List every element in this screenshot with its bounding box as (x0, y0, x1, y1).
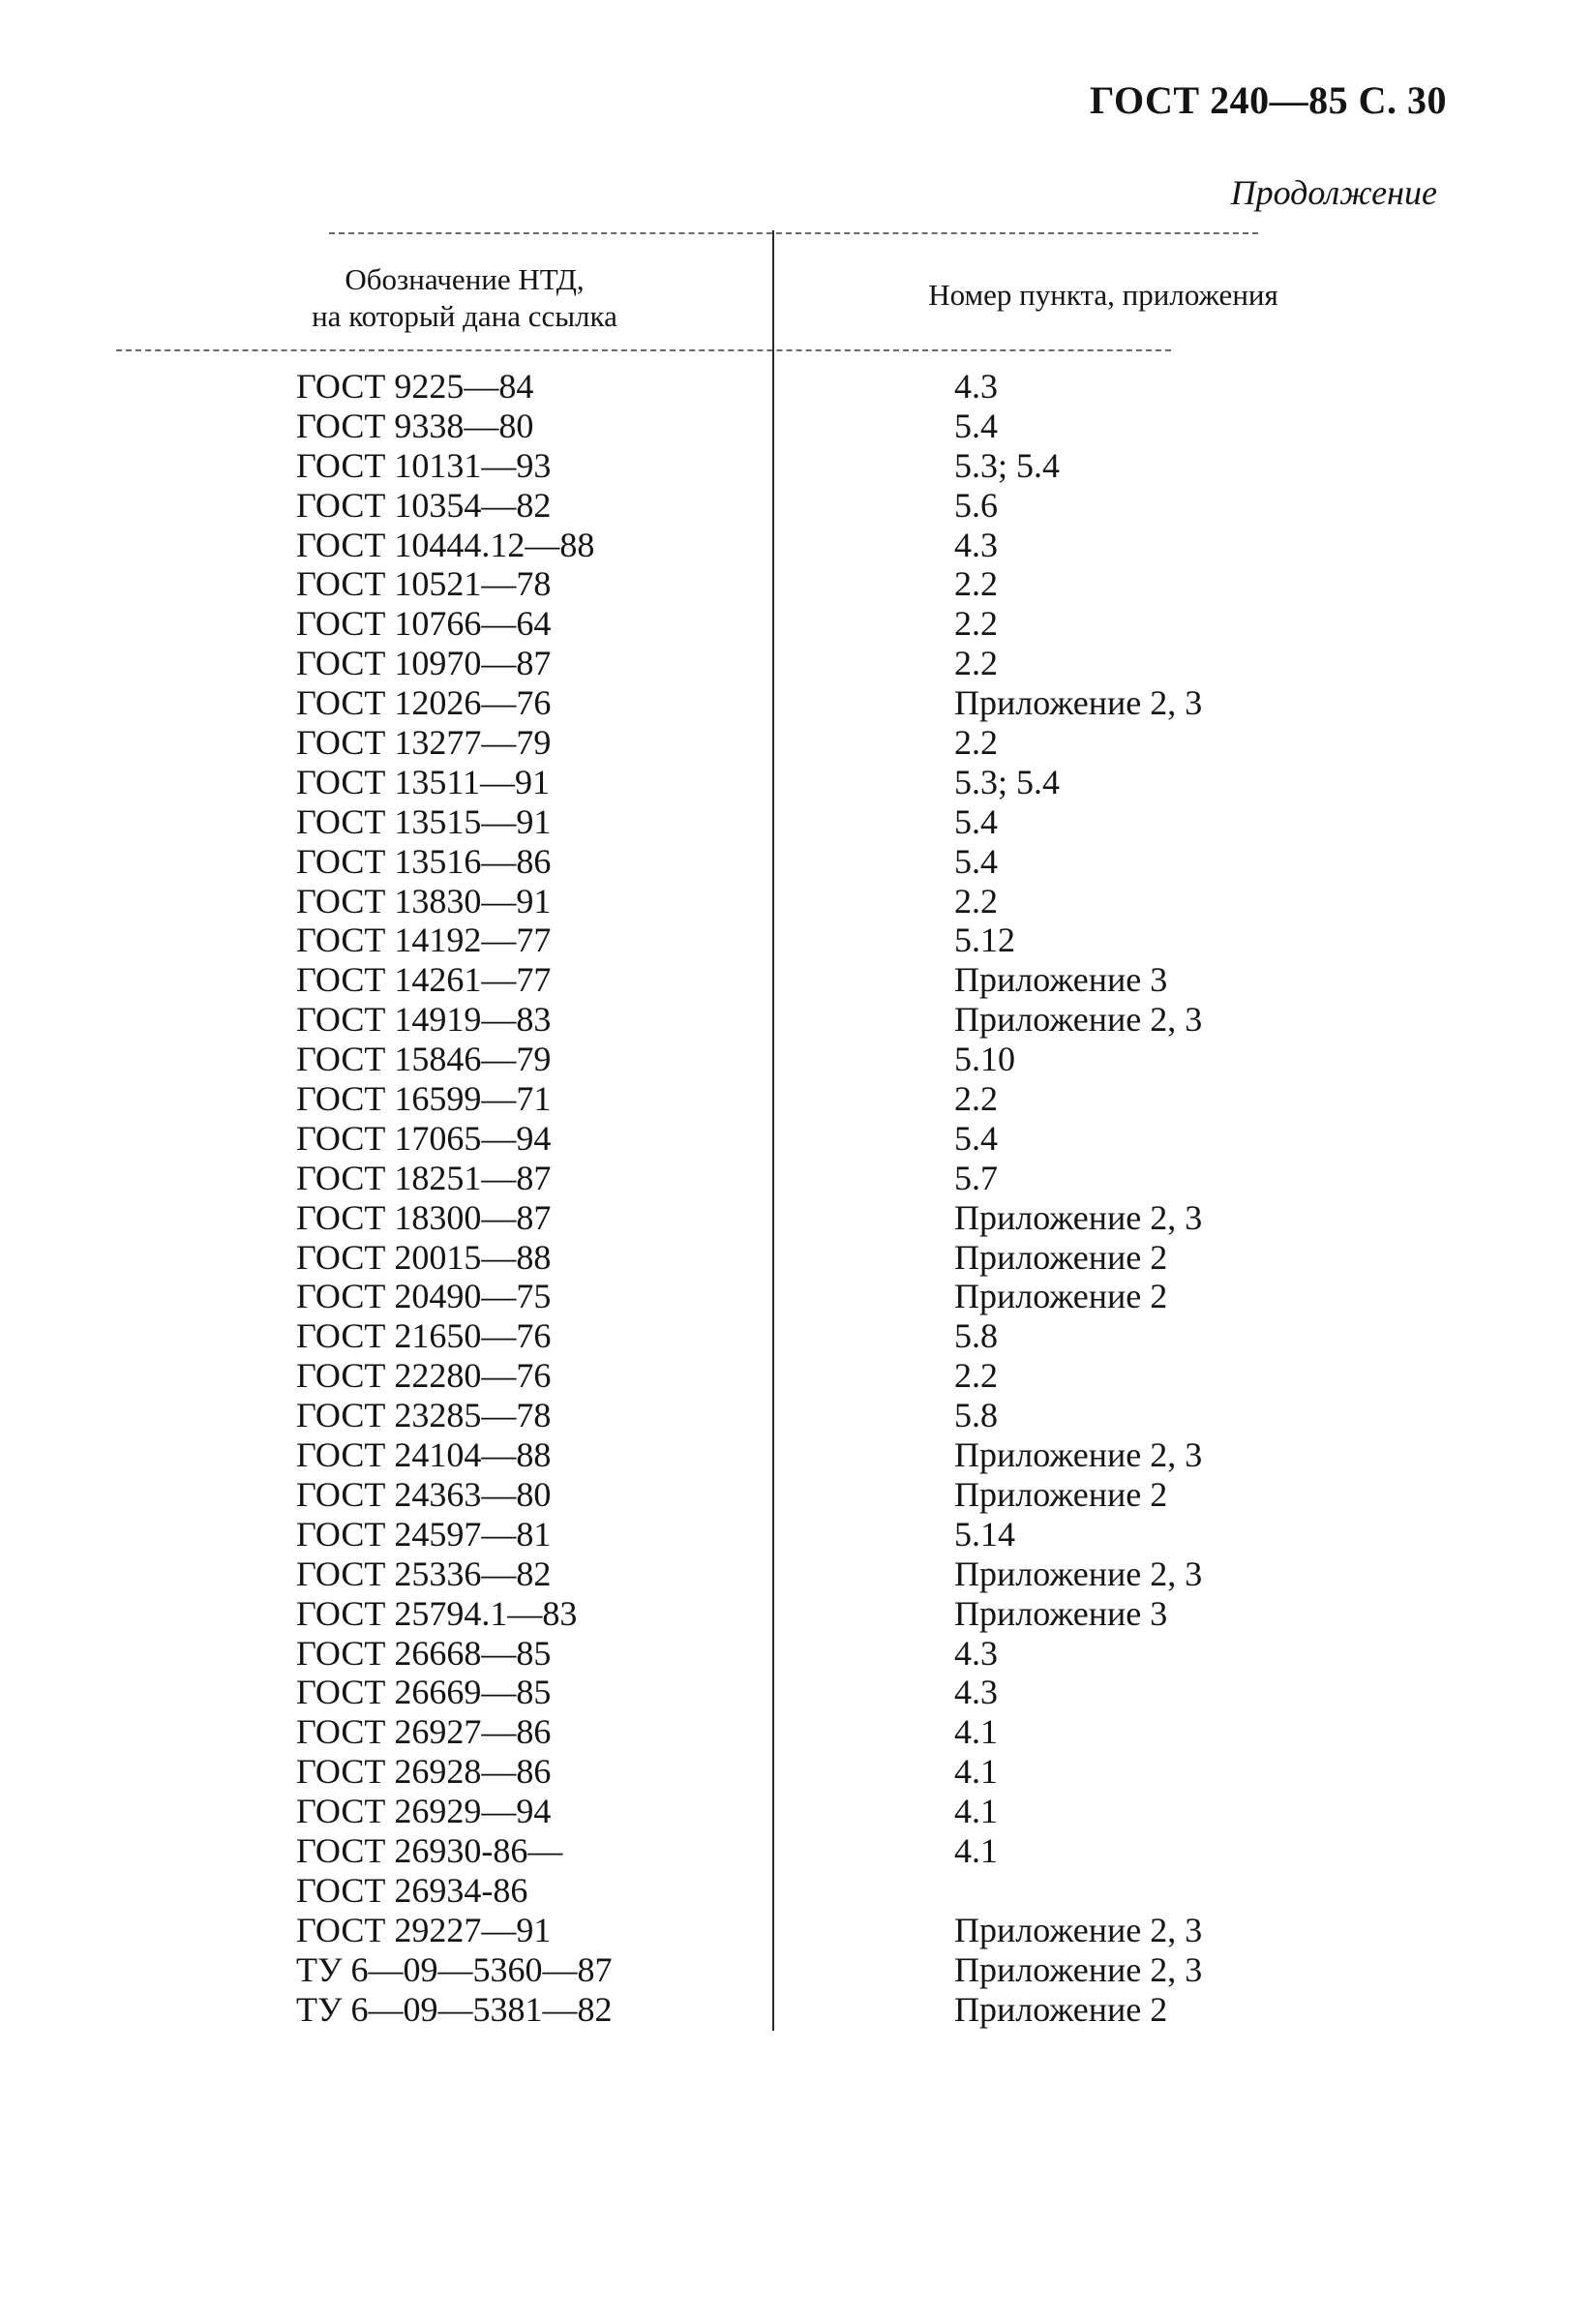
row-document-designation: ГОСТ 13515—91 (296, 801, 552, 841)
row-document-designation: ГОСТ 24104—88 (296, 1435, 552, 1475)
row-reference-number: 4.1 (954, 1752, 998, 1792)
table-header-rule (116, 349, 1171, 351)
row-document-designation: ГОСТ 14192—77 (296, 921, 552, 960)
table-row (0, 1316, 1592, 1356)
column-header-document-line2: на который дана ссылка (312, 299, 617, 333)
table-row (0, 526, 1592, 565)
row-reference-number: Приложение 2, 3 (954, 1910, 1203, 1949)
row-reference-number: Приложение 2 (954, 1989, 1168, 2029)
row-document-designation: ГОСТ 26928—86 (296, 1752, 552, 1792)
table-row (0, 960, 1592, 1000)
row-reference-number: 2.2 (954, 881, 998, 921)
row-document-designation: ГОСТ 10131—93 (296, 445, 552, 485)
row-document-designation: ГОСТ 18300—87 (296, 1197, 552, 1237)
table-row (0, 763, 1592, 802)
row-reference-number: 5.4 (954, 841, 998, 881)
table-row (0, 1911, 1592, 1950)
row-document-designation: ГОСТ 26929—94 (296, 1792, 552, 1831)
row-document-designation: ГОСТ 13511—91 (296, 762, 551, 801)
row-reference-number: 4.1 (954, 1792, 998, 1831)
table-row (0, 1396, 1592, 1435)
row-reference-number: 5.10 (954, 1040, 1015, 1079)
table-row (0, 1712, 1592, 1752)
table-row (0, 564, 1592, 604)
row-reference-number: 5.3; 5.4 (954, 762, 1061, 801)
row-reference-number: 4.1 (954, 1712, 998, 1752)
row-reference-number: Приложение 2, 3 (954, 1554, 1203, 1593)
row-reference-number: Приложение 2, 3 (954, 1197, 1203, 1237)
row-reference-number: 2.2 (954, 1079, 998, 1119)
row-reference-number: 5.4 (954, 1118, 998, 1158)
row-document-designation: ГОСТ 9338—80 (296, 406, 534, 445)
row-reference-number: 5.8 (954, 1316, 998, 1356)
table-row (0, 1040, 1592, 1079)
row-reference-number: 4.3 (954, 1633, 998, 1673)
table-row (0, 1435, 1592, 1475)
table-row (0, 1475, 1592, 1515)
page-header: ГОСТ 240—85 С. 30 (1089, 78, 1447, 122)
table-row (0, 1277, 1592, 1316)
row-document-designation: ГОСТ 14919—83 (296, 1000, 552, 1040)
row-reference-number: 5.4 (954, 801, 998, 841)
row-reference-number: 5.7 (954, 1158, 998, 1197)
row-document-designation: ГОСТ 20015—88 (296, 1237, 552, 1277)
row-document-designation: ГОСТ 18251—87 (296, 1158, 552, 1197)
table-row (0, 802, 1592, 842)
table-row (0, 842, 1592, 882)
row-document-designation: ГОСТ 24597—81 (296, 1514, 552, 1554)
row-document-designation: ГОСТ 13830—91 (296, 881, 552, 921)
table-row (0, 683, 1592, 723)
table-row (0, 604, 1592, 644)
table-row (0, 644, 1592, 683)
row-document-designation: ГОСТ 26930-86— (296, 1830, 563, 1870)
row-reference-number: 5.12 (954, 921, 1015, 960)
row-document-designation: ГОСТ 25336—82 (296, 1554, 552, 1593)
table-row (0, 723, 1592, 763)
column-header-reference: Номер пункта, приложения (928, 278, 1278, 312)
row-document-designation: ГОСТ 14261—77 (296, 960, 552, 1000)
table-row (0, 1198, 1592, 1238)
row-document-designation: ГОСТ 15846—79 (296, 1040, 552, 1079)
continuation-label: Продолжение (1230, 173, 1437, 212)
table-row (0, 1000, 1592, 1040)
row-document-designation: ГОСТ 9225—84 (296, 367, 534, 406)
table-row (0, 1871, 1592, 1911)
row-document-designation: ГОСТ 20490—75 (296, 1277, 552, 1316)
row-reference-number: Приложение 2, 3 (954, 1435, 1203, 1475)
row-document-designation: ГОСТ 13277—79 (296, 723, 552, 763)
row-document-designation: ГОСТ 12026—76 (296, 683, 552, 723)
row-reference-number: 2.2 (954, 644, 998, 683)
row-reference-number: 2.2 (954, 723, 998, 763)
row-reference-number: Приложение 3 (954, 1593, 1168, 1633)
row-document-designation: ГОСТ 29227—91 (296, 1910, 552, 1949)
row-document-designation: ГОСТ 24363—80 (296, 1474, 552, 1514)
row-document-designation: ГОСТ 26669—85 (296, 1673, 552, 1712)
row-reference-number: 5.4 (954, 406, 998, 445)
row-document-designation: ГОСТ 10521—78 (296, 564, 552, 604)
row-reference-number: Приложение 2, 3 (954, 1949, 1203, 1989)
row-document-designation: ГОСТ 10766—64 (296, 604, 552, 644)
table-row (0, 1673, 1592, 1712)
table-row (0, 367, 1592, 407)
row-reference-number: Приложение 2, 3 (954, 1000, 1203, 1040)
row-reference-number: 2.2 (954, 564, 998, 604)
row-reference-number: 2.2 (954, 604, 998, 644)
table-row (0, 1792, 1592, 1831)
table-row (0, 1950, 1592, 1990)
row-document-designation: ГОСТ 26668—85 (296, 1633, 552, 1673)
row-reference-number: 5.6 (954, 485, 998, 525)
row-document-designation: ТУ 6—09—5381—82 (296, 1989, 613, 2029)
row-document-designation: ГОСТ 26927—86 (296, 1712, 552, 1752)
row-document-designation: ГОСТ 26934-86 (296, 1870, 528, 1910)
row-document-designation: ГОСТ 10444.12—88 (296, 525, 595, 564)
row-reference-number: 4.3 (954, 1673, 998, 1712)
table-row (0, 1515, 1592, 1554)
row-document-designation: ГОСТ 23285—78 (296, 1396, 552, 1435)
row-reference-number: 5.8 (954, 1396, 998, 1435)
table-row (0, 1594, 1592, 1634)
table-body (0, 367, 1592, 2029)
table-row (0, 1990, 1592, 2030)
row-reference-number: 4.1 (954, 1830, 998, 1870)
row-reference-number: Приложение 2 (954, 1474, 1168, 1514)
row-reference-number: Приложение 2 (954, 1277, 1168, 1316)
table-row (0, 1356, 1592, 1396)
row-reference-number: 4.3 (954, 367, 998, 406)
row-reference-number: 4.3 (954, 525, 998, 564)
table-row (0, 882, 1592, 921)
table-top-rule (329, 232, 1258, 234)
row-reference-number: 5.3; 5.4 (954, 445, 1061, 485)
row-document-designation: ГОСТ 17065—94 (296, 1118, 552, 1158)
column-header-document (194, 261, 736, 335)
table-row (0, 1079, 1592, 1119)
row-reference-number: Приложение 3 (954, 960, 1168, 1000)
row-reference-number: 5.14 (954, 1514, 1015, 1554)
row-reference-number: 2.2 (954, 1356, 998, 1396)
table-row (0, 1159, 1592, 1198)
row-document-designation: ГОСТ 10354—82 (296, 485, 552, 525)
row-document-designation: ГОСТ 22280—76 (296, 1356, 552, 1396)
row-reference-number: Приложение 2 (954, 1237, 1168, 1277)
table-row (0, 1634, 1592, 1674)
row-reference-number: Приложение 2, 3 (954, 683, 1203, 723)
row-document-designation: ТУ 6—09—5360—87 (296, 1949, 613, 1989)
row-document-designation: ГОСТ 21650—76 (296, 1316, 552, 1356)
row-document-designation: ГОСТ 16599—71 (296, 1079, 552, 1119)
table-row (0, 1752, 1592, 1792)
row-document-designation: ГОСТ 25794.1—83 (296, 1593, 578, 1633)
table-row (0, 407, 1592, 446)
table-row (0, 486, 1592, 526)
row-document-designation: ГОСТ 13516—86 (296, 841, 552, 881)
table-row (0, 1119, 1592, 1159)
column-header-document-line1: Обозначение НТД, (345, 262, 585, 296)
table-row (0, 1831, 1592, 1871)
table-row (0, 1554, 1592, 1594)
row-document-designation: ГОСТ 10970—87 (296, 644, 552, 683)
table-row (0, 1238, 1592, 1278)
table-row (0, 921, 1592, 960)
table-row (0, 446, 1592, 486)
